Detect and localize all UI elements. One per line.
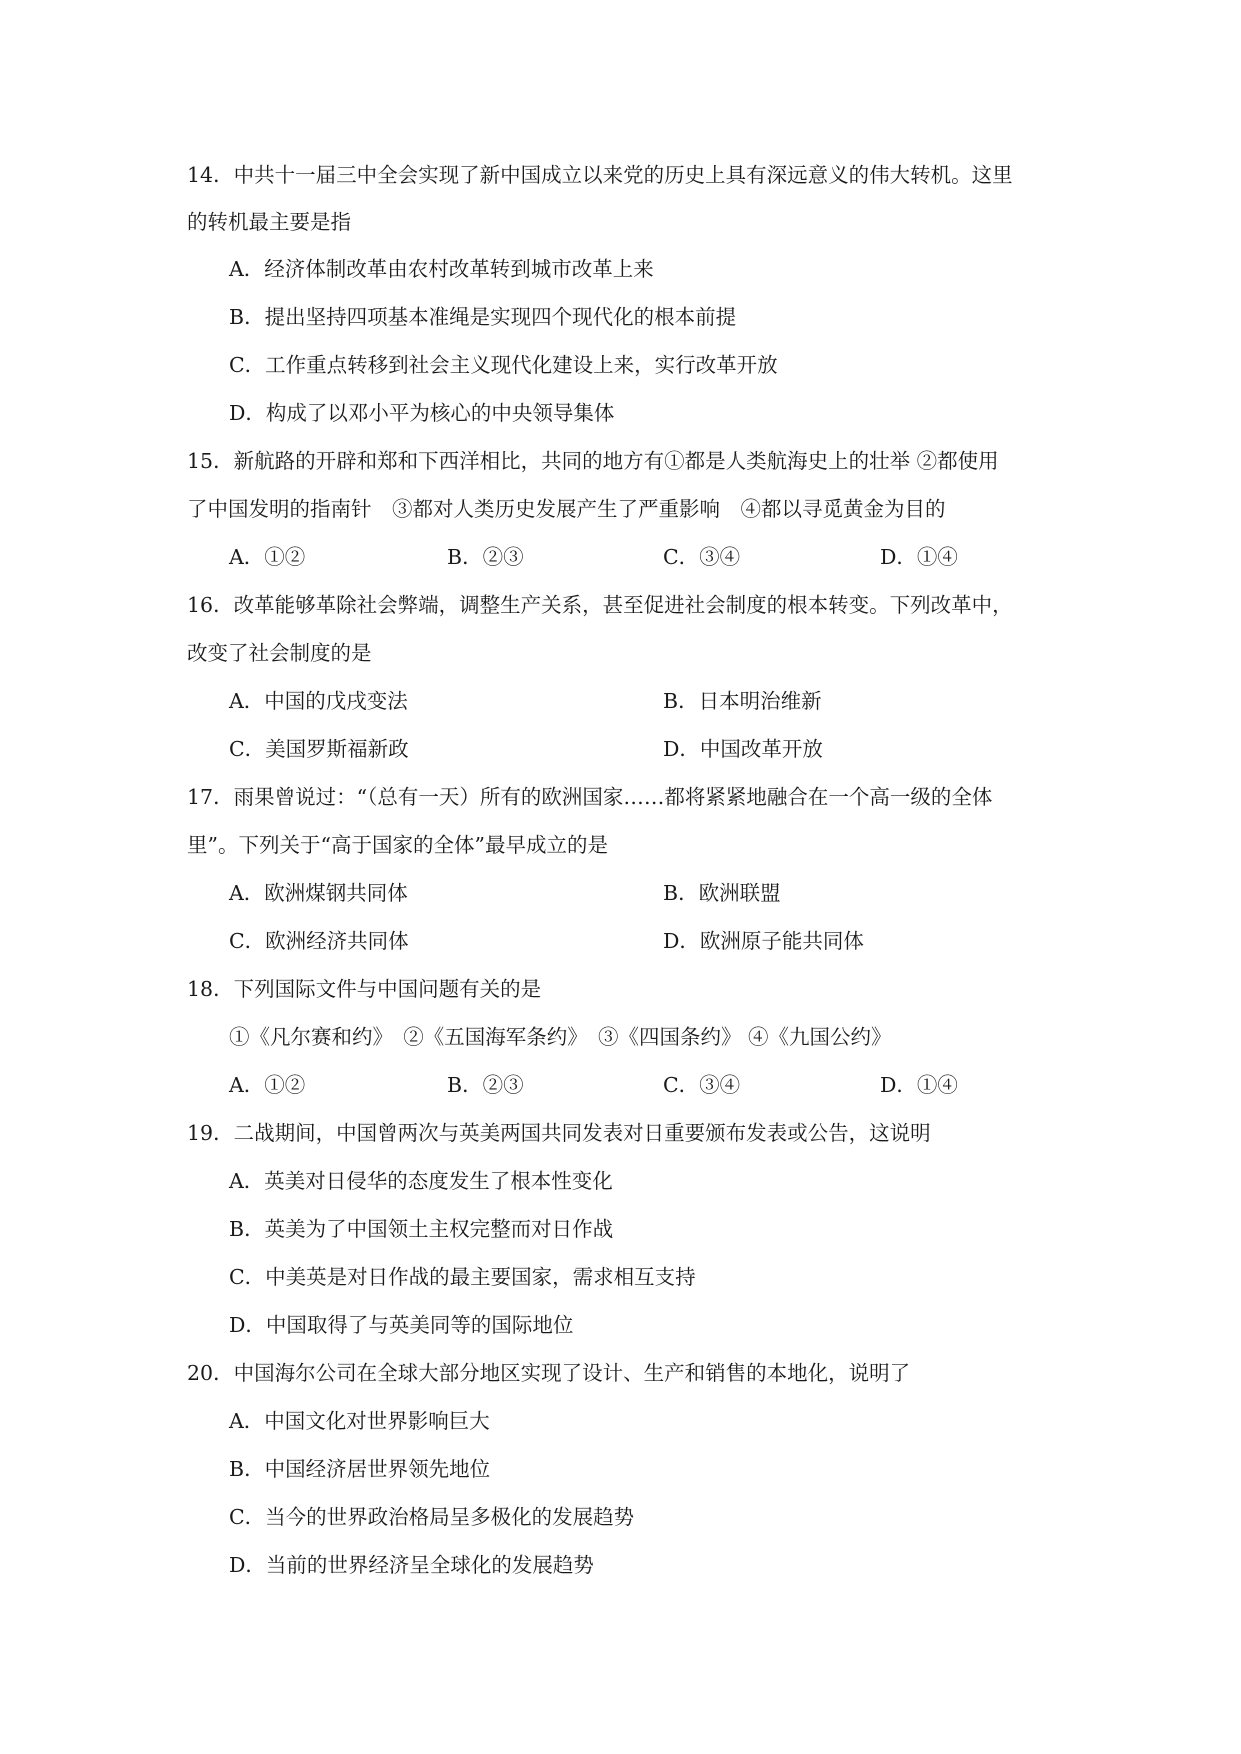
question-items: ①《凡尔赛和约》 ②《五国海军条约》 ③《四国条约》 ④《九国公约》 xyxy=(229,1025,892,1049)
question-stem: 了中国发明的指南针 ③都对人类历史发展产生了严重影响 ④都以寻觅黄金为目的 xyxy=(187,497,946,521)
option-b: B．欧洲联盟 xyxy=(663,881,781,905)
option-d: D．中国改革开放 xyxy=(663,737,823,761)
option-c: C．工作重点转移到社会主义现代化建设上来，实行改革开放 xyxy=(229,353,778,377)
question-stem: 里”。下列关于“高于国家的全体”最早成立的是 xyxy=(187,833,608,857)
option-a: A．中国文化对世界影响巨大 xyxy=(229,1409,490,1433)
option-b: B．②③ xyxy=(447,545,524,569)
question-stem: 18．下列国际文件与中国问题有关的是 xyxy=(187,977,542,1001)
option-c: C．中美英是对日作战的最主要国家，需求相互支持 xyxy=(229,1265,696,1289)
option-c: C．欧洲经济共同体 xyxy=(229,929,409,953)
option-c: C．③④ xyxy=(663,545,741,569)
question-stem: 16．改革能够革除社会弊端，调整生产关系，甚至促进社会制度的根本转变。下列改革中， xyxy=(187,593,1013,617)
option-b: B．②③ xyxy=(447,1073,524,1097)
question-stem: 14．中共十一届三中全会实现了新中国成立以来党的历史上具有深远意义的伟大转机。这里 xyxy=(187,163,1013,187)
option-d: D．①④ xyxy=(880,1073,958,1097)
question-stem: 15．新航路的开辟和郑和下西洋相比，共同的地方有①都是人类航海史上的壮举 ②都使用 xyxy=(187,449,999,473)
option-a: A．①② xyxy=(229,545,306,569)
option-c: C．当今的世界政治格局呈多极化的发展趋势 xyxy=(229,1505,635,1529)
question-stem: 改变了社会制度的是 xyxy=(187,641,372,665)
option-d: D．中国取得了与英美同等的国际地位 xyxy=(229,1313,574,1337)
option-a: A．经济体制改革由农村改革转到城市改革上来 xyxy=(229,257,654,281)
option-d: D．①④ xyxy=(880,545,958,569)
question-stem: 20．中国海尔公司在全球大部分地区实现了设计、生产和销售的本地化，说明了 xyxy=(187,1361,911,1385)
option-b: B．中国经济居世界领先地位 xyxy=(229,1457,491,1481)
question-stem: 17．雨果曾说过：“（总有一天）所有的欧洲国家……都将紧紧地融合在一个高一级的全体 xyxy=(187,785,993,809)
option-b: B．提出坚持四项基本准绳是实现四个现代化的根本前提 xyxy=(229,305,737,329)
option-a: A．①② xyxy=(229,1073,306,1097)
option-d: D．构成了以邓小平为核心的中央领导集体 xyxy=(229,401,615,425)
option-c: C．美国罗斯福新政 xyxy=(229,737,409,761)
option-a: A．中国的戊戌变法 xyxy=(229,689,408,713)
option-a: A．欧洲煤钢共同体 xyxy=(229,881,408,905)
option-b: B．日本明治维新 xyxy=(663,689,822,713)
option-d: D．欧洲原子能共同体 xyxy=(663,929,864,953)
option-b: B．英美为了中国领土主权完整而对日作战 xyxy=(229,1217,614,1241)
question-stem: 19．二战期间，中国曾两次与英美两国共同发表对日重要颁布发表或公告，这说明 xyxy=(187,1121,931,1145)
option-a: A．英美对日侵华的态度发生了根本性变化 xyxy=(229,1169,613,1193)
option-d: D．当前的世界经济呈全球化的发展趋势 xyxy=(229,1553,594,1577)
question-stem: 的转机最主要是指 xyxy=(187,210,351,234)
option-c: C．③④ xyxy=(663,1073,741,1097)
